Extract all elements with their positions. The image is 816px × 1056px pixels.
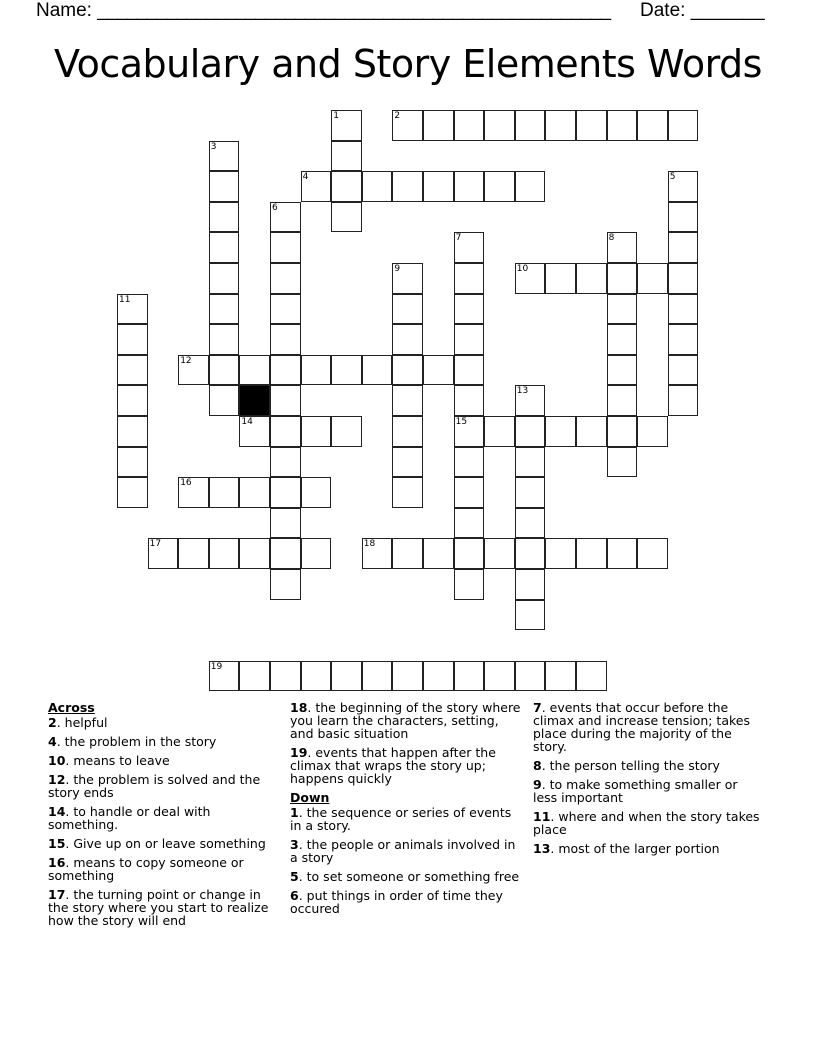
grid-cell[interactable] <box>607 416 638 447</box>
grid-cell[interactable] <box>637 416 668 447</box>
grid-cell[interactable] <box>270 294 301 325</box>
grid-cell[interactable] <box>668 171 699 202</box>
clue-text: events that happen after the climax that wraps the story up; happens quickly <box>290 745 496 786</box>
grid-cell[interactable] <box>362 355 393 386</box>
grid-cell[interactable] <box>454 263 485 294</box>
clue-num: 18 <box>290 700 308 715</box>
clue-number: 13 <box>516 386 529 397</box>
across-clue: 12. the problem is solved and the story ends <box>48 772 261 800</box>
clue-number: 14 <box>241 417 253 427</box>
across-clue: 19. events that happen after the climax that wraps the story up; happens quickly <box>290 745 496 786</box>
grid-cell[interactable] <box>239 661 270 692</box>
across-clue: 18. the beginning of the story where you learn the characters, setting, and basic situation <box>290 700 521 741</box>
black-cell <box>239 385 270 416</box>
grid-cell[interactable] <box>362 538 393 569</box>
across-clue: 17. the turning point or change in the story where you start to realize how the story will end <box>48 887 269 928</box>
grid-cell[interactable] <box>668 385 699 416</box>
clue-num: 1 <box>290 805 299 820</box>
clue-number: 3 <box>210 141 217 152</box>
grid-cell[interactable] <box>331 355 362 386</box>
clue-number: 18 <box>363 539 376 550</box>
clue-text: the person telling the story <box>549 758 720 773</box>
down-clue: 13. most of the larger portion <box>533 841 720 856</box>
grid-cell[interactable] <box>607 385 638 416</box>
across-heading: Across <box>48 700 95 715</box>
grid-cell[interactable] <box>454 110 485 141</box>
grid-cell[interactable] <box>117 385 148 416</box>
grid-cell[interactable] <box>454 569 485 600</box>
grid-cell[interactable] <box>454 508 485 539</box>
clue-text: the turning point or change in the story where you start to realize how the story will end <box>48 887 269 928</box>
grid-cell[interactable] <box>239 416 270 447</box>
grid-cell[interactable] <box>454 538 485 569</box>
name-label: Name: <box>36 0 98 21</box>
down-clue: 8. the person telling the story <box>533 758 720 773</box>
grid-cell[interactable] <box>515 171 546 202</box>
grid-cell[interactable] <box>117 355 148 386</box>
grid-cell[interactable] <box>576 538 607 569</box>
clue-number: 11 <box>119 294 131 305</box>
grid-cell[interactable] <box>270 477 301 508</box>
clue-number: 16 <box>180 478 192 489</box>
clue-num: 16 <box>48 855 66 870</box>
grid-cell[interactable] <box>515 477 546 508</box>
grid-cell[interactable] <box>239 355 270 386</box>
clue-text: the problem is solved and the story ends <box>48 772 261 800</box>
grid-cell[interactable] <box>392 110 423 141</box>
grid-cell[interactable] <box>668 355 699 386</box>
clue-number: 1 <box>333 111 339 121</box>
grid-cell[interactable] <box>392 324 423 355</box>
clues-column-3 <box>533 701 765 861</box>
grid-cell[interactable] <box>117 324 148 355</box>
grid-cell[interactable] <box>484 171 515 202</box>
grid-cell[interactable] <box>515 508 546 539</box>
grid-cell[interactable] <box>209 661 240 692</box>
clue-text: the beginning of the story where you learn the characters, setting, and basic situation <box>290 700 521 741</box>
grid-cell[interactable] <box>270 508 301 539</box>
grid-cell[interactable] <box>515 110 546 141</box>
name-field[interactable] <box>36 0 610 22</box>
clue-number: 17 <box>149 539 162 550</box>
grid-cell[interactable] <box>178 477 209 508</box>
grid-cell[interactable] <box>668 232 699 263</box>
grid-cell[interactable] <box>607 324 638 355</box>
grid-cell[interactable] <box>637 538 668 569</box>
clue-text: means to leave <box>73 753 170 768</box>
grid-cell[interactable] <box>209 294 240 325</box>
across-clue: 4. the problem in the story <box>48 734 217 749</box>
name-blank[interactable]: ____________________________________________________ <box>97 0 611 21</box>
page-title: Vocabulary and Story Elements Words <box>54 42 762 86</box>
grid-cell[interactable] <box>545 263 576 294</box>
down-heading: Down <box>290 790 330 805</box>
clue-number: 10 <box>516 264 529 274</box>
grid-cell[interactable] <box>515 385 546 416</box>
clue-text: helpful <box>64 715 108 730</box>
across-clue: 14. to handle or deal with something. <box>48 804 211 832</box>
grid-cell[interactable] <box>576 661 607 692</box>
grid-cell[interactable] <box>331 416 362 447</box>
grid-cell[interactable] <box>392 171 423 202</box>
grid-cell[interactable] <box>270 385 301 416</box>
grid-cell[interactable] <box>117 294 148 325</box>
clue-num: 2 <box>48 715 57 730</box>
grid-cell[interactable] <box>209 202 240 233</box>
clue-num: 12 <box>48 772 66 787</box>
grid-cell[interactable] <box>423 110 454 141</box>
down-clue: 7. events that occur before the climax and increase tension; takes place during the majority of the story. <box>533 700 750 754</box>
grid-cell[interactable] <box>331 141 362 172</box>
grid-cell[interactable] <box>668 294 699 325</box>
grid-cell[interactable] <box>484 110 515 141</box>
clue-text: the sequence or series of events in a story. <box>290 805 512 833</box>
clue-num: 5 <box>290 869 299 884</box>
grid-cell[interactable] <box>178 355 209 386</box>
down-clue: 5. to set someone or something free <box>290 869 520 884</box>
grid-cell[interactable] <box>270 263 301 294</box>
grid-cell[interactable] <box>576 263 607 294</box>
clue-num: 10 <box>48 753 66 768</box>
grid-cell[interactable] <box>668 263 699 294</box>
grid-cell[interactable] <box>607 110 638 141</box>
down-clue: 1. the sequence or series of events in a story. <box>290 805 512 833</box>
grid-cell[interactable] <box>607 538 638 569</box>
grid-cell[interactable] <box>637 110 668 141</box>
grid-cell[interactable] <box>607 447 638 478</box>
grid-cell[interactable] <box>607 355 638 386</box>
grid-cell[interactable] <box>637 263 668 294</box>
grid-cell[interactable] <box>607 263 638 294</box>
grid-cell[interactable] <box>545 661 576 692</box>
clue-number: 9 <box>394 264 401 274</box>
grid-cell[interactable] <box>484 538 515 569</box>
clue-text: to handle or deal with something. <box>48 804 211 832</box>
grid-cell[interactable] <box>331 110 362 141</box>
grid-cell[interactable] <box>545 416 576 447</box>
grid-cell[interactable] <box>515 600 546 631</box>
grid-cell[interactable] <box>454 324 485 355</box>
grid-cell[interactable] <box>515 263 546 294</box>
grid-cell[interactable] <box>392 385 423 416</box>
clue-num: 15 <box>48 836 66 851</box>
date-field[interactable] <box>640 0 765 22</box>
grid-cell[interactable] <box>301 416 332 447</box>
clue-text: to set someone or something free <box>306 869 520 884</box>
grid-cell[interactable] <box>668 202 699 233</box>
grid-cell[interactable] <box>209 477 240 508</box>
clue-num: 8 <box>533 758 542 773</box>
grid-cell[interactable] <box>270 416 301 447</box>
grid-cell[interactable] <box>392 477 423 508</box>
clue-num: 3 <box>290 837 299 852</box>
date-blank[interactable]: _______ <box>690 0 765 21</box>
grid-cell[interactable] <box>270 538 301 569</box>
clue-text: put things in order of time they occured <box>290 888 503 916</box>
grid-cell[interactable] <box>515 569 546 600</box>
grid-cell[interactable] <box>454 661 485 692</box>
grid-cell[interactable] <box>515 447 546 478</box>
grid-cell[interactable] <box>576 416 607 447</box>
grid-cell[interactable] <box>454 385 485 416</box>
date-label: Date: <box>640 0 691 21</box>
grid-cell[interactable] <box>178 538 209 569</box>
clue-text: means to copy someone or something <box>48 855 244 883</box>
clue-text: the people or animals involved in a story <box>290 837 516 865</box>
grid-cell[interactable] <box>331 661 362 692</box>
grid-cell[interactable] <box>270 569 301 600</box>
grid-cell[interactable] <box>545 110 576 141</box>
grid-cell[interactable] <box>454 171 485 202</box>
clue-num: 7 <box>533 700 542 715</box>
across-clue: 16. means to copy someone or something <box>48 855 244 883</box>
grid-cell[interactable] <box>148 538 179 569</box>
across-clue: 15. Give up on or leave something <box>48 836 266 851</box>
clue-number: 6 <box>272 202 278 213</box>
grid-cell[interactable] <box>209 171 240 202</box>
grid-cell[interactable] <box>423 661 454 692</box>
grid-cell[interactable] <box>239 477 270 508</box>
grid-cell[interactable] <box>331 202 362 233</box>
clue-number: 8 <box>608 233 615 244</box>
grid-cell[interactable] <box>515 416 546 447</box>
grid-cell[interactable] <box>607 232 638 263</box>
grid-cell[interactable] <box>209 232 240 263</box>
clues-column-1 <box>48 701 280 933</box>
grid-cell[interactable] <box>454 477 485 508</box>
grid-cell[interactable] <box>454 355 485 386</box>
clue-text: Give up on or leave something <box>73 836 266 851</box>
grid-cell[interactable] <box>423 538 454 569</box>
across-clue: 2. helpful <box>48 715 108 730</box>
clue-num: 14 <box>48 804 66 819</box>
grid-cell[interactable] <box>454 294 485 325</box>
grid-cell[interactable] <box>117 477 148 508</box>
grid-cell[interactable] <box>545 538 576 569</box>
clue-number: 12 <box>180 355 192 366</box>
grid-cell[interactable] <box>270 447 301 478</box>
grid-cell[interactable] <box>270 232 301 263</box>
grid-cell[interactable] <box>301 355 332 386</box>
clue-num: 9 <box>533 777 542 792</box>
grid-cell[interactable] <box>270 202 301 233</box>
grid-cell[interactable] <box>362 661 393 692</box>
grid-cell[interactable] <box>392 263 423 294</box>
grid-cell[interactable] <box>301 538 332 569</box>
grid-cell[interactable] <box>209 385 240 416</box>
grid-cell[interactable] <box>270 355 301 386</box>
clue-num: 6 <box>290 888 299 903</box>
clue-number: 7 <box>455 233 462 244</box>
clue-text: most of the larger portion <box>558 841 720 856</box>
grid-cell[interactable] <box>515 538 546 569</box>
grid-cell[interactable] <box>668 110 699 141</box>
grid-cell[interactable] <box>117 447 148 478</box>
grid-cell[interactable] <box>668 324 699 355</box>
grid-cell[interactable] <box>209 538 240 569</box>
clue-number: 15 <box>455 417 468 427</box>
grid-cell[interactable] <box>515 661 546 692</box>
clue-num: 17 <box>48 887 66 902</box>
grid-cell[interactable] <box>576 110 607 141</box>
grid-cell[interactable] <box>392 447 423 478</box>
grid-cell[interactable] <box>454 232 485 263</box>
grid-cell[interactable] <box>392 416 423 447</box>
grid-cell[interactable] <box>301 171 332 202</box>
clue-num: 11 <box>533 809 551 824</box>
clue-number: 2 <box>394 111 401 121</box>
grid-cell[interactable] <box>423 355 454 386</box>
grid-cell[interactable] <box>117 416 148 447</box>
grid-cell[interactable] <box>484 661 515 692</box>
grid-cell[interactable] <box>392 538 423 569</box>
grid-cell[interactable] <box>209 355 240 386</box>
grid-cell[interactable] <box>209 324 240 355</box>
grid-cell[interactable] <box>209 263 240 294</box>
grid-cell[interactable] <box>392 294 423 325</box>
grid-cell[interactable] <box>239 538 270 569</box>
clue-text: where and when the story takes place <box>533 809 760 837</box>
grid-cell[interactable] <box>392 661 423 692</box>
down-clue: 6. put things in order of time they occured <box>290 888 503 916</box>
grid-cell[interactable] <box>607 294 638 325</box>
clue-text: to make something smaller or less important <box>533 777 738 805</box>
grid-cell[interactable] <box>301 477 332 508</box>
grid-cell[interactable] <box>270 661 301 692</box>
grid-cell[interactable] <box>270 324 301 355</box>
grid-cell[interactable] <box>423 171 454 202</box>
grid-cell[interactable] <box>484 416 515 447</box>
down-clue: 11. where and when the story takes place <box>533 809 760 837</box>
clue-num: 19 <box>290 745 308 760</box>
clues-column-2 <box>290 701 522 921</box>
grid-cell[interactable] <box>392 355 423 386</box>
clue-number: 5 <box>669 172 676 183</box>
grid-cell[interactable] <box>362 171 393 202</box>
clue-num: 13 <box>533 841 551 856</box>
down-clue: 9. to make something smaller or less important <box>533 777 738 805</box>
clue-text: events that occur before the climax and increase tension; takes place during the majority of the story. <box>533 700 750 754</box>
grid-cell[interactable] <box>454 416 485 447</box>
grid-cell[interactable] <box>454 447 485 478</box>
down-clue: 3. the people or animals involved in a story <box>290 837 516 865</box>
clue-num: 4 <box>48 734 57 749</box>
across-clue: 10. means to leave <box>48 753 170 768</box>
clue-number: 19 <box>210 661 223 672</box>
grid-cell[interactable] <box>301 661 332 692</box>
grid-cell[interactable] <box>209 141 240 172</box>
grid-cell[interactable] <box>331 171 362 202</box>
clue-number: 4 <box>302 172 309 183</box>
clue-text: the problem in the story <box>64 734 217 749</box>
